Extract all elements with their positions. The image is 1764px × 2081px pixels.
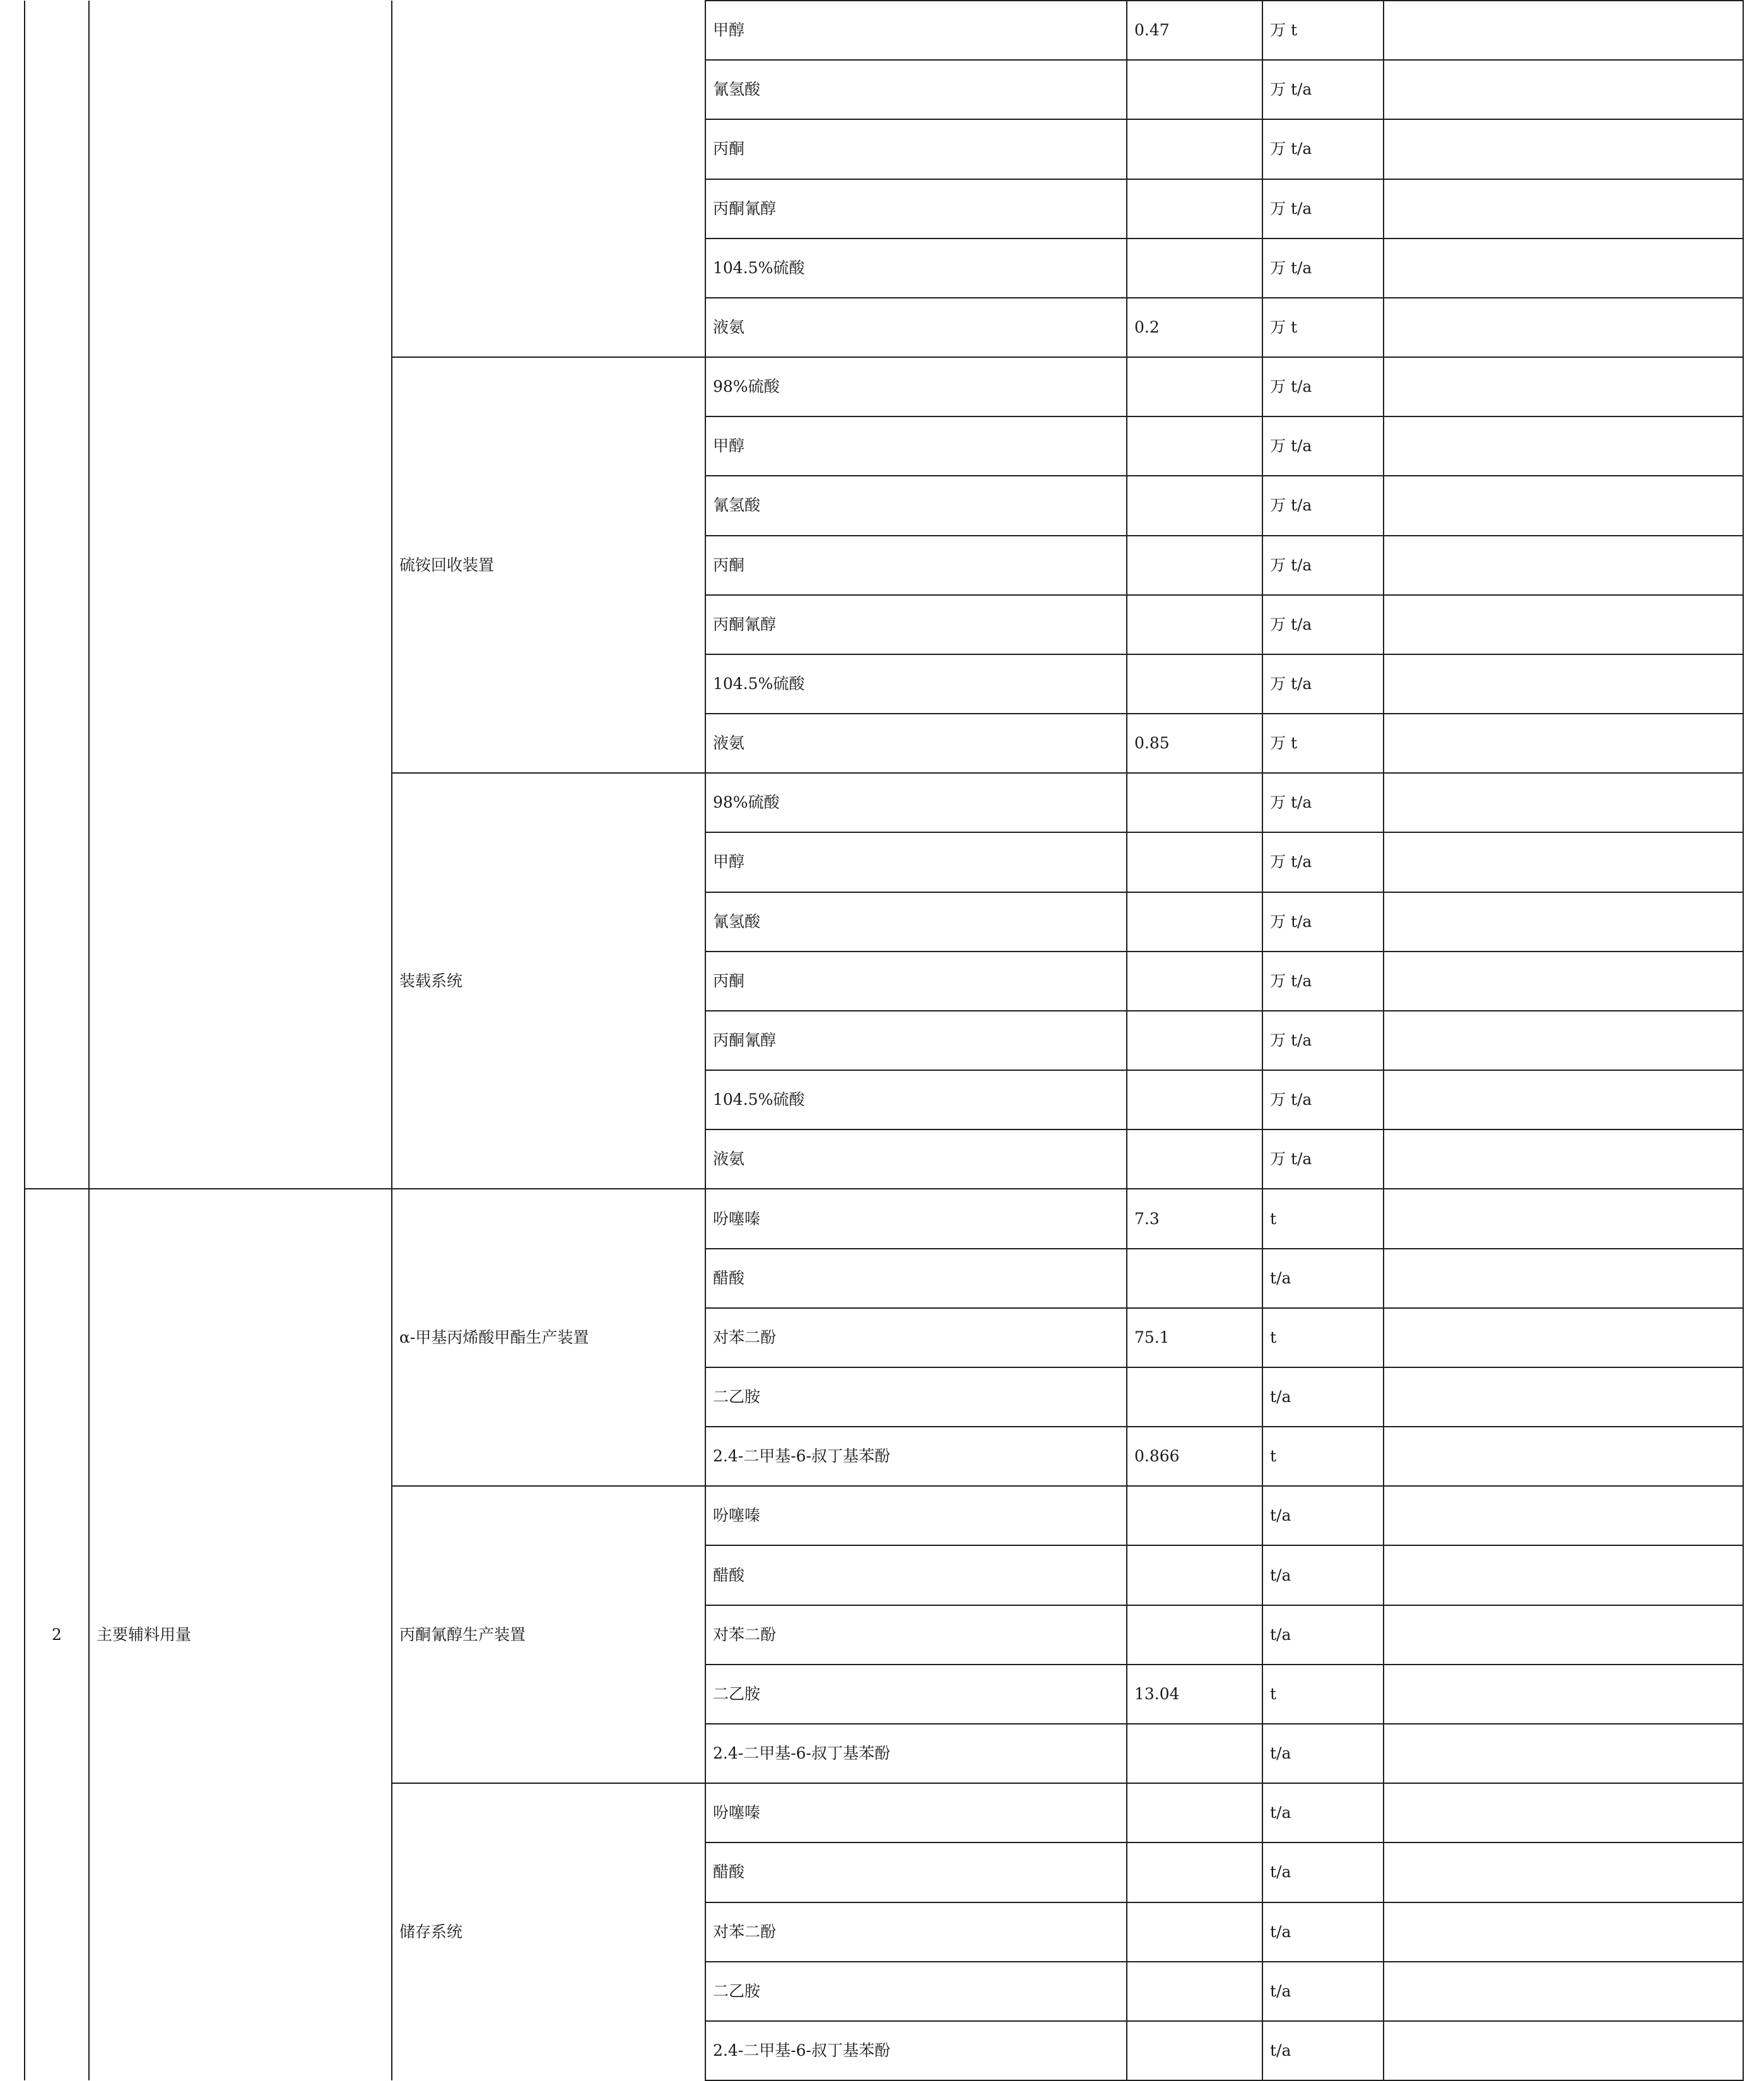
measure-unit-cell: 万 t [1262, 714, 1384, 773]
measure-unit-cell: t/a [1262, 2021, 1384, 2080]
quantity-cell [1127, 416, 1262, 476]
remark-cell [1384, 2021, 1743, 2080]
quantity-cell: 0.47 [1127, 1, 1262, 60]
remark-cell [1384, 357, 1743, 416]
quantity-cell [1127, 119, 1262, 179]
remark-cell [1384, 1545, 1743, 1605]
material-name-cell: 醋酸 [705, 1249, 1127, 1308]
measure-unit-cell: t [1262, 1427, 1384, 1486]
material-name-cell: 二乙胺 [705, 1367, 1127, 1427]
measure-unit-cell: 万 t/a [1262, 1129, 1384, 1189]
material-name-cell: 氰氢酸 [705, 476, 1127, 535]
remark-cell [1384, 1367, 1743, 1427]
quantity-cell [1127, 1070, 1262, 1129]
quantity-cell [1127, 892, 1262, 952]
remark-cell [1384, 714, 1743, 773]
remark-cell [1384, 654, 1743, 714]
measure-unit-cell: 万 t/a [1262, 1011, 1384, 1070]
facility-cell: α-甲基丙烯酸甲酯生产装置 [392, 1189, 705, 1486]
measure-unit-cell: t/a [1262, 1367, 1384, 1427]
quantity-cell [1127, 1129, 1262, 1189]
facility-cell: 丙酮氰醇生产装置 [392, 1486, 705, 1783]
material-name-cell: 醋酸 [705, 1545, 1127, 1605]
facility-cell: 储存系统 [392, 1783, 705, 2080]
quantity-cell [1127, 1605, 1262, 1665]
material-name-cell: 104.5%硫酸 [705, 1070, 1127, 1129]
quantity-cell [1127, 2021, 1262, 2080]
quantity-cell [1127, 1962, 1262, 2021]
material-name-cell: 氰氢酸 [705, 892, 1127, 952]
remark-cell [1384, 1486, 1743, 1545]
measure-unit-cell: 万 t/a [1262, 357, 1384, 416]
material-name-cell: 液氨 [705, 1129, 1127, 1189]
remark-cell [1384, 832, 1743, 892]
material-name-cell: 醋酸 [705, 1842, 1127, 1902]
remark-cell [1384, 1962, 1743, 2021]
remark-cell [1384, 1308, 1743, 1367]
measure-unit-cell: t/a [1262, 1605, 1384, 1665]
quantity-cell [1127, 1249, 1262, 1308]
material-name-cell: 液氨 [705, 714, 1127, 773]
quantity-cell [1127, 1545, 1262, 1605]
measure-unit-cell: 万 t/a [1262, 1070, 1384, 1129]
remark-cell [1384, 773, 1743, 832]
measure-unit-cell: t/a [1262, 1902, 1384, 1962]
remark-cell [1384, 179, 1743, 239]
remark-cell [1384, 1665, 1743, 1724]
material-name-cell: 丙酮氰醇 [705, 595, 1127, 654]
material-name-cell: 吩噻嗪 [705, 1783, 1127, 1842]
quantity-cell [1127, 654, 1262, 714]
remark-cell [1384, 60, 1743, 119]
remark-cell [1384, 952, 1743, 1011]
material-name-cell: 丙酮 [705, 119, 1127, 179]
remark-cell [1384, 1011, 1743, 1070]
measure-unit-cell: t/a [1262, 1724, 1384, 1783]
remark-cell [1384, 239, 1743, 298]
measure-unit-cell: t [1262, 1308, 1384, 1367]
material-name-cell: 98%硫酸 [705, 357, 1127, 416]
material-name-cell: 液氨 [705, 298, 1127, 357]
material-name-cell: 丙酮氰醇 [705, 179, 1127, 239]
quantity-cell: 0.85 [1127, 714, 1262, 773]
material-name-cell: 对苯二酚 [705, 1605, 1127, 1665]
quantity-cell [1127, 357, 1262, 416]
quantity-cell [1127, 239, 1262, 298]
measure-unit-cell: 万 t/a [1262, 476, 1384, 535]
material-name-cell: 氰氢酸 [705, 60, 1127, 119]
quantity-cell: 7.3 [1127, 1189, 1262, 1248]
material-name-cell: 2.4-二甲基-6-叔丁基苯酚 [705, 1724, 1127, 1783]
material-name-cell: 104.5%硫酸 [705, 239, 1127, 298]
material-name-cell: 对苯二酚 [705, 1902, 1127, 1962]
quantity-cell [1127, 773, 1262, 832]
material-name-cell: 98%硫酸 [705, 773, 1127, 832]
quantity-cell [1127, 1783, 1262, 1842]
table-row [25, 1189, 1743, 1248]
remark-cell [1384, 1070, 1743, 1129]
remark-cell [1384, 1724, 1743, 1783]
remark-cell [1384, 476, 1743, 535]
remark-cell [1384, 1902, 1743, 1962]
measure-unit-cell: t [1262, 1189, 1384, 1248]
group-number-cell [25, 1, 89, 1189]
remark-cell [1384, 595, 1743, 654]
measure-unit-cell: t/a [1262, 1842, 1384, 1902]
material-name-cell: 吩噻嗪 [705, 1189, 1127, 1248]
material-name-cell: 丙酮 [705, 536, 1127, 595]
quantity-cell [1127, 1367, 1262, 1427]
facility-cell: 装载系统 [392, 773, 705, 1189]
measure-unit-cell: 万 t [1262, 298, 1384, 357]
facility-cell [392, 1, 705, 357]
category-cell [89, 1, 392, 1189]
remark-cell [1384, 1783, 1743, 1842]
measure-unit-cell: 万 t/a [1262, 179, 1384, 239]
remark-cell [1384, 1189, 1743, 1248]
measure-unit-cell: 万 t/a [1262, 595, 1384, 654]
material-name-cell: 甲醇 [705, 416, 1127, 476]
quantity-cell [1127, 1724, 1262, 1783]
measure-unit-cell: 万 t/a [1262, 654, 1384, 714]
quantity-cell: 0.2 [1127, 298, 1262, 357]
remark-cell [1384, 1249, 1743, 1308]
measure-unit-cell: 万 t/a [1262, 832, 1384, 892]
material-name-cell: 104.5%硫酸 [705, 654, 1127, 714]
materials-table [24, 0, 1744, 2081]
quantity-cell [1127, 952, 1262, 1011]
material-name-cell: 丙酮氰醇 [705, 1011, 1127, 1070]
material-name-cell: 甲醇 [705, 832, 1127, 892]
material-name-cell: 吩噻嗪 [705, 1486, 1127, 1545]
material-name-cell: 二乙胺 [705, 1962, 1127, 2021]
quantity-cell [1127, 60, 1262, 119]
quantity-cell [1127, 1902, 1262, 1962]
material-name-cell: 丙酮 [705, 952, 1127, 1011]
remark-cell [1384, 416, 1743, 476]
measure-unit-cell: 万 t [1262, 1, 1384, 60]
facility-cell: 硫铵回收装置 [392, 357, 705, 773]
measure-unit-cell: 万 t/a [1262, 119, 1384, 179]
measure-unit-cell: 万 t/a [1262, 239, 1384, 298]
group-number-cell: 2 [25, 1189, 89, 2080]
remark-cell [1384, 1427, 1743, 1486]
remark-cell [1384, 119, 1743, 179]
measure-unit-cell: 万 t/a [1262, 60, 1384, 119]
measure-unit-cell: t/a [1262, 1783, 1384, 1842]
remark-cell [1384, 1, 1743, 60]
measure-unit-cell: t/a [1262, 1249, 1384, 1308]
measure-unit-cell: 万 t/a [1262, 416, 1384, 476]
quantity-cell: 0.866 [1127, 1427, 1262, 1486]
measure-unit-cell: 万 t/a [1262, 536, 1384, 595]
remark-cell [1384, 536, 1743, 595]
quantity-cell [1127, 536, 1262, 595]
measure-unit-cell: t/a [1262, 1486, 1384, 1545]
material-name-cell: 甲醇 [705, 1, 1127, 60]
measure-unit-cell: t [1262, 1665, 1384, 1724]
material-name-cell: 2.4-二甲基-6-叔丁基苯酚 [705, 1427, 1127, 1486]
material-name-cell: 2.4-二甲基-6-叔丁基苯酚 [705, 2021, 1127, 2080]
quantity-cell [1127, 1842, 1262, 1902]
remark-cell [1384, 1129, 1743, 1189]
measure-unit-cell: 万 t/a [1262, 892, 1384, 952]
quantity-cell [1127, 1011, 1262, 1070]
remark-cell [1384, 298, 1743, 357]
quantity-cell: 13.04 [1127, 1665, 1262, 1724]
quantity-cell [1127, 1486, 1262, 1545]
table-row [25, 1, 1743, 60]
remark-cell [1384, 1842, 1743, 1902]
material-name-cell: 对苯二酚 [705, 1308, 1127, 1367]
quantity-cell [1127, 832, 1262, 892]
materials-table-body [25, 1, 1743, 2080]
remark-cell [1384, 1605, 1743, 1665]
category-cell: 主要辅料用量 [89, 1189, 392, 2080]
measure-unit-cell: t/a [1262, 1962, 1384, 2021]
quantity-cell [1127, 595, 1262, 654]
quantity-cell [1127, 179, 1262, 239]
measure-unit-cell: 万 t/a [1262, 773, 1384, 832]
material-name-cell: 二乙胺 [705, 1665, 1127, 1724]
quantity-cell [1127, 476, 1262, 535]
quantity-cell: 75.1 [1127, 1308, 1262, 1367]
measure-unit-cell: 万 t/a [1262, 952, 1384, 1011]
measure-unit-cell: t/a [1262, 1545, 1384, 1605]
remark-cell [1384, 892, 1743, 952]
